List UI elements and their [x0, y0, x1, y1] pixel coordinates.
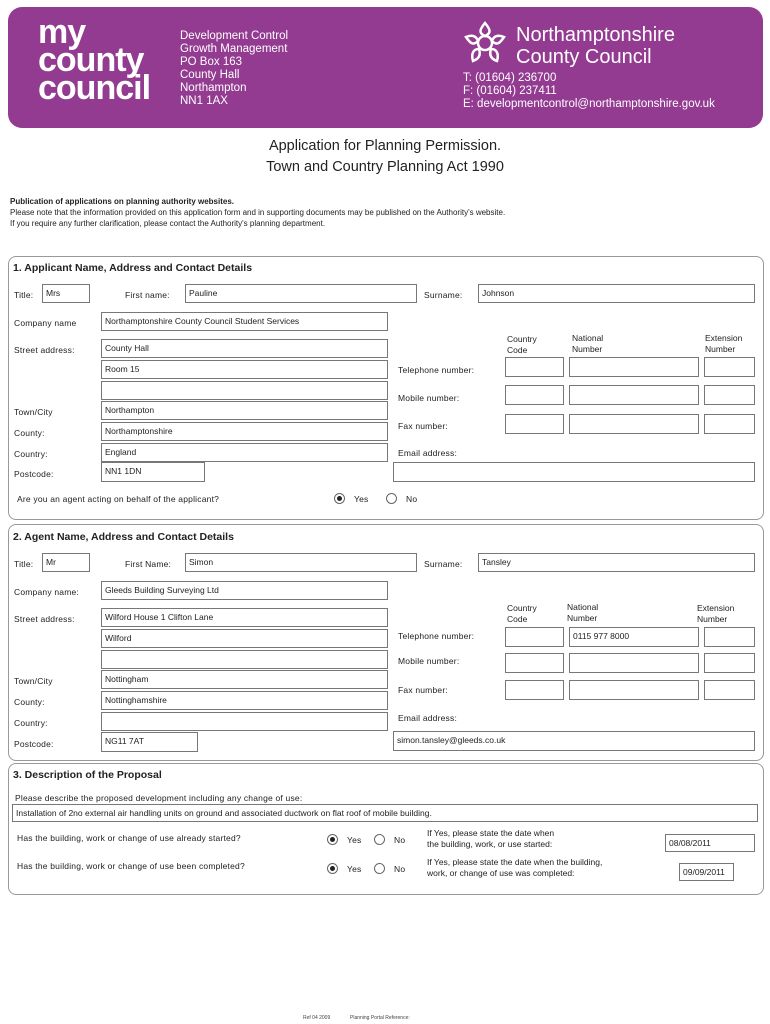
first-name-label: First name: [125, 290, 170, 300]
title-line-1: Application for Planning Permission. [268, 138, 502, 154]
telephone-label: Telephone number: [398, 365, 475, 375]
applicant-town-field[interactable]: Northampton [101, 401, 388, 420]
section-proposal [8, 763, 764, 895]
fax-label: Fax number: [398, 685, 448, 695]
email-label: Email address: [398, 713, 458, 723]
started-yes-radio[interactable] [327, 834, 338, 845]
country-code-header: Country Code [507, 334, 537, 355]
logo-line: council [38, 69, 151, 107]
agent-question: Are you an agent acting on behalf of the applicant? [17, 494, 220, 504]
agent-title-field[interactable]: Mr [42, 553, 90, 572]
address-line: Northampton [180, 82, 247, 94]
agent-fax-country-code[interactable] [505, 680, 564, 700]
address-line: Growth Management [180, 43, 288, 55]
county-label: County: [14, 428, 45, 438]
company-label: Company name: [14, 587, 79, 597]
footer-ref: Ref 04 2009 [303, 1015, 331, 1021]
street-label: Street address: [14, 345, 75, 355]
agent-country-field[interactable] [101, 712, 388, 731]
applicant-street-2-field[interactable]: Room 15 [101, 360, 388, 379]
surname-label: Surname: [424, 559, 463, 569]
logo-line: county [38, 41, 144, 79]
applicant-tel-extension[interactable] [704, 357, 755, 377]
completed-yes-radio[interactable] [327, 863, 338, 874]
agent-fax-national[interactable] [569, 680, 699, 700]
address-line: NN1 1AX [180, 95, 228, 107]
my-county-council-logo [38, 13, 151, 107]
agent-mob-country-code[interactable] [505, 653, 564, 673]
postcode-label: Postcode: [14, 739, 54, 749]
applicant-tel-national[interactable] [569, 357, 699, 377]
email-label: Email address: [398, 448, 458, 458]
agent-tel-national[interactable]: 0115 977 8000 [569, 627, 699, 647]
publication-text: Please note that the information provided on this application form and in supporting documents may be published on the Authority's website. [10, 208, 506, 217]
national-number-header: National Number [572, 333, 604, 354]
applicant-email-field[interactable] [393, 462, 755, 482]
rose-crest-icon [459, 19, 511, 67]
surname-label: Surname: [424, 290, 463, 300]
title-label: Title: [14, 559, 34, 569]
agent-town-field[interactable]: Nottingham [101, 670, 388, 689]
address-line: Development Control [180, 30, 289, 42]
town-label: Town/City [14, 407, 53, 417]
street-label: Street address: [14, 614, 75, 624]
first-name-label: First Name: [125, 559, 172, 569]
started-question: Has the building, work or change of use already started? [17, 833, 241, 843]
extension-number-header: Extension Number [697, 603, 735, 624]
completed-date-field[interactable]: 09/09/2011 [679, 863, 734, 881]
completed-question: Has the building, work or change of use been completed? [17, 861, 245, 871]
applicant-title-field[interactable]: Mrs [42, 284, 90, 303]
section-2-heading: 2. Agent Name, Address and Contact Details [13, 531, 234, 543]
country-code-header: Country Code [507, 603, 537, 624]
national-number-header: National Number [567, 602, 599, 623]
agent-no-radio[interactable] [386, 493, 397, 504]
council-name-line: Northamptonshire [516, 24, 675, 46]
agent-email-field[interactable]: simon.tansley@gleeds.co.uk [393, 731, 755, 751]
extension-number-header: Extension Number [705, 333, 743, 354]
council-contact [463, 72, 715, 111]
address-line: PO Box 163 [180, 56, 243, 68]
applicant-mob-national[interactable] [569, 385, 699, 405]
postcode-label: Postcode: [14, 469, 54, 479]
agent-street-3-field[interactable] [101, 650, 388, 669]
county-label: County: [14, 697, 45, 707]
page-title [0, 136, 770, 178]
publication-heading: Publication of applications on planning authority websites. [10, 197, 235, 206]
completed-no-radio[interactable] [374, 863, 385, 874]
started-no-radio[interactable] [374, 834, 385, 845]
agent-tel-extension[interactable] [704, 627, 755, 647]
country-label: Country: [14, 718, 48, 728]
address-line: County Hall [180, 69, 240, 81]
started-date-field[interactable]: 08/08/2011 [665, 834, 755, 852]
applicant-country-field[interactable]: England [101, 443, 388, 462]
no-label: No [394, 864, 406, 874]
email-text: E: developmentcontrol@northamptonshire.gov.uk [463, 98, 715, 110]
yes-label: Yes [347, 835, 362, 845]
applicant-postcode-field[interactable]: NN1 1DN [101, 462, 205, 482]
applicant-mob-extension[interactable] [704, 385, 755, 405]
applicant-fax-extension[interactable] [704, 414, 755, 434]
yes-label: Yes [354, 494, 369, 504]
applicant-fax-country-code[interactable] [505, 414, 564, 434]
council-name-line: County Council [516, 46, 652, 68]
section-3-heading: 3. Description of the Proposal [13, 769, 162, 781]
footer-portal-reference: Planning Portal Reference: [350, 1015, 410, 1021]
agent-mob-extension[interactable] [704, 653, 755, 673]
applicant-tel-country-code[interactable] [505, 357, 564, 377]
agent-fax-extension[interactable] [704, 680, 755, 700]
applicant-county-field[interactable]: Northamptonshire [101, 422, 388, 441]
agent-street-1-field[interactable]: Wilford House 1 Clifton Lane [101, 608, 388, 627]
company-label: Company name [14, 318, 77, 328]
agent-yes-radio[interactable] [334, 493, 345, 504]
applicant-company-field[interactable]: Northamptonshire County Council Student Services [101, 312, 388, 331]
applicant-street-3-field[interactable] [101, 381, 388, 400]
agent-surname-field[interactable]: Tansley [478, 553, 755, 572]
logo-line: my [38, 13, 86, 51]
agent-first-name-field[interactable]: Simon [185, 553, 417, 572]
publication-text: If you require any further clarification, please contact the Authority's planning department. [10, 219, 326, 228]
no-label: No [394, 835, 406, 845]
title-line-2: Town and Country Planning Act 1990 [266, 159, 504, 175]
telephone-label: Telephone number: [398, 631, 475, 641]
started-date-prompt: If Yes, please state the date when the building, work, or use started: [427, 828, 555, 849]
yes-label: Yes [347, 864, 362, 874]
agent-mob-national[interactable] [569, 653, 699, 673]
title-label: Title: [14, 290, 34, 300]
proposal-description-field[interactable]: Installation of 2no external air handling units on ground and associated ductwork on flat roof of mobile building. [12, 804, 758, 822]
applicant-mob-country-code[interactable] [505, 385, 564, 405]
council-address [180, 30, 288, 108]
agent-county-field[interactable]: Nottinghamshire [101, 691, 388, 710]
applicant-street-1-field[interactable]: County Hall [101, 339, 388, 358]
section-1-heading: 1. Applicant Name, Address and Contact Details [13, 262, 253, 274]
phone-text: T: (01604) 236700 [463, 72, 557, 84]
describe-label: Please describe the proposed development including any change of use: [15, 793, 303, 803]
council-name [516, 24, 675, 68]
country-label: Country: [14, 449, 48, 459]
mobile-label: Mobile number: [398, 393, 460, 403]
publication-note [10, 196, 505, 229]
completed-date-prompt: If Yes, please state the date when the building, work, or change of use was completed: [427, 857, 603, 878]
applicant-surname-field[interactable]: Johnson [478, 284, 755, 303]
applicant-fax-national[interactable] [569, 414, 699, 434]
no-label: No [406, 494, 418, 504]
fax-text: F: (01604) 237411 [463, 85, 557, 97]
town-label: Town/City [14, 676, 53, 686]
mobile-label: Mobile number: [398, 656, 460, 666]
agent-tel-country-code[interactable] [505, 627, 564, 647]
agent-postcode-field[interactable]: NG11 7AT [101, 732, 198, 752]
agent-company-field[interactable]: Gleeds Building Surveying Ltd [101, 581, 388, 600]
fax-label: Fax number: [398, 421, 448, 431]
agent-street-2-field[interactable]: Wilford [101, 629, 388, 648]
applicant-first-name-field[interactable]: Pauline [185, 284, 417, 303]
